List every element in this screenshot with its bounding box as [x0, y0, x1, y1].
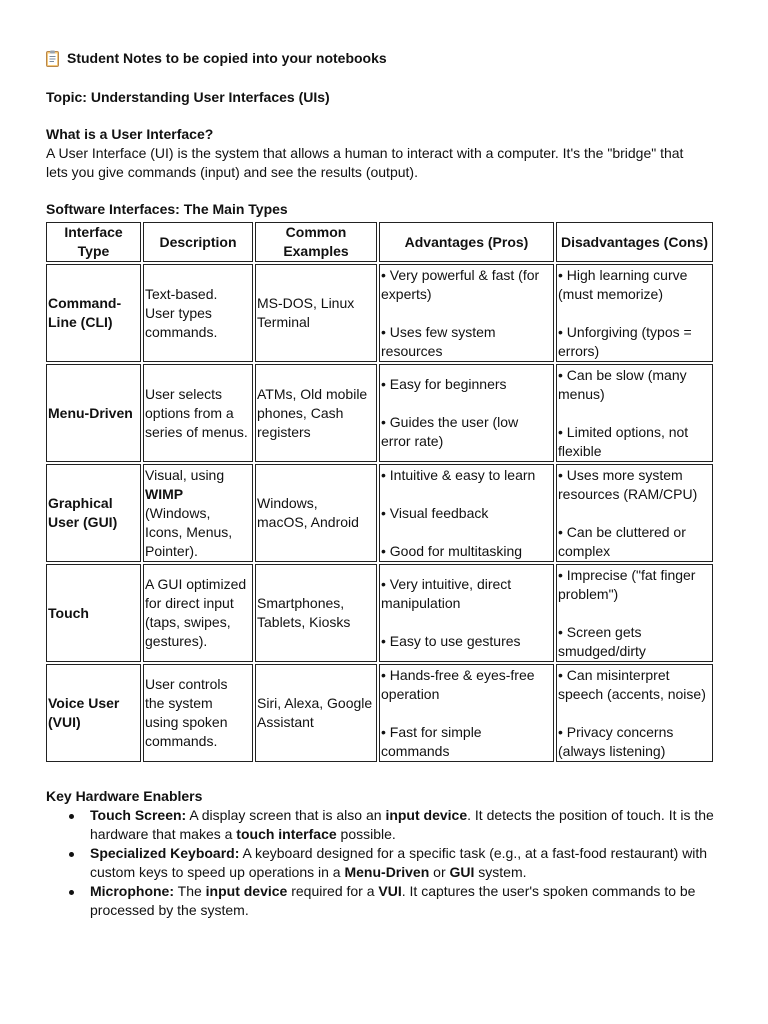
pros-line: resources — [381, 342, 443, 359]
item-text: or — [429, 864, 450, 880]
ui-definition-line-2: lets you give commands (input) and see the results (output). — [46, 164, 418, 180]
item-bold-term: GUI — [449, 864, 475, 880]
pros-cell — [379, 664, 554, 762]
pros-cell — [379, 264, 554, 362]
table-row-cli — [46, 264, 713, 362]
item-bold-term: Menu-Driven — [344, 864, 430, 880]
item-label: Microphone: — [90, 883, 174, 899]
pros-line: operation — [381, 685, 440, 702]
pros-line: experts) — [381, 285, 432, 302]
desc-line: Text-based. — [145, 285, 218, 302]
cons-line: • Can misinterpret — [558, 666, 670, 683]
desc-bold-term: WIMP — [145, 485, 184, 502]
examples-line: MS-DOS, Linux — [257, 295, 355, 311]
type-cell — [46, 264, 141, 362]
cons-line: • High learning curve — [558, 266, 688, 283]
type-line: User (GUI) — [48, 514, 118, 530]
type-line: Menu-Driven — [48, 404, 133, 421]
pros-line: manipulation — [381, 595, 461, 611]
pros-line: • Very powerful & fast (for — [381, 266, 540, 283]
item-text: The — [174, 883, 206, 899]
notes-page — [46, 48, 724, 918]
table-row-gui — [46, 464, 713, 562]
examples-line: Windows, — [257, 495, 318, 511]
examples-line: Siri, Alexa, Google — [257, 695, 373, 711]
item-text: possible. — [336, 826, 396, 842]
desc-line: options from a — [145, 404, 234, 421]
cons-line: • Screen gets — [558, 623, 642, 640]
cons-line: • Can be slow (many — [558, 366, 687, 383]
desc-line: Icons, Menus, — [145, 523, 233, 540]
item-text: required for a — [287, 883, 379, 899]
cons-line: (must memorize) — [558, 285, 664, 302]
pros-line: • Very intuitive, direct — [381, 576, 512, 592]
examples-cell — [255, 464, 377, 562]
item-text: . It captures the user's spoken commands to be processed by the system. — [90, 883, 696, 918]
cons-line: menus) — [558, 385, 605, 402]
pros-line: • Hands-free & eyes-free — [381, 666, 535, 683]
pros-line: • Good for multitasking — [381, 542, 523, 559]
header-type-line-1: Interface — [64, 224, 123, 240]
type-line: Graphical — [48, 495, 113, 511]
description-cell — [143, 364, 253, 462]
cons-line: • Unforgiving (typos = — [558, 323, 692, 340]
cons-line: smudged/dirty — [558, 642, 646, 659]
desc-line: series of menus. — [145, 423, 248, 440]
pros-cell — [379, 564, 554, 662]
header-common-examples — [255, 222, 377, 262]
type-cell — [46, 464, 141, 562]
cons-cell — [556, 664, 713, 762]
table-header-row — [46, 222, 713, 262]
examples-line: Tablets, Kiosks — [257, 614, 351, 630]
desc-line: User types — [145, 304, 212, 321]
pros-line: error rate) — [381, 433, 444, 449]
list-item — [90, 882, 724, 920]
cons-line: • Uses more system — [558, 466, 683, 483]
pros-line: • Fast for simple — [381, 723, 482, 740]
examples-line: Smartphones, — [257, 595, 345, 611]
pros-line: • Uses few system — [381, 323, 496, 340]
examples-line: ATMs, Old mobile — [257, 385, 368, 402]
examples-cell — [255, 364, 377, 462]
type-cell — [46, 564, 141, 662]
item-bold-term: input device — [205, 883, 288, 899]
desc-line: A GUI optimized — [145, 576, 247, 592]
cons-line: errors) — [558, 342, 600, 359]
hardware-heading: Key Hardware Enablers — [46, 788, 203, 804]
pros-line: • Easy to use gestures — [381, 633, 521, 649]
pros-line: • Intuitive & easy to learn — [381, 466, 536, 483]
desc-line: using spoken — [145, 714, 228, 730]
header-examples-line-1: Common — [285, 224, 347, 240]
description-cell — [143, 264, 253, 362]
examples-line: macOS, Android — [257, 514, 359, 530]
desc-line: User controls — [145, 676, 228, 692]
description-cell — [143, 664, 253, 762]
examples-line: Terminal — [257, 314, 310, 330]
examples-line: phones, Cash — [257, 404, 344, 421]
cons-cell — [556, 264, 713, 362]
cons-line: • Imprecise ("fat finger — [558, 566, 696, 583]
desc-line: (Windows, — [145, 504, 211, 521]
item-bold-term: input device — [385, 807, 468, 823]
clipboard-icon — [46, 50, 59, 67]
examples-cell — [255, 264, 377, 362]
desc-line: commands. — [145, 323, 218, 340]
type-line: Line (CLI) — [48, 314, 113, 330]
examples-line: Assistant — [257, 714, 314, 730]
cons-line: • Privacy concerns — [558, 723, 674, 740]
header-disadvantages: Disadvantages (Cons) — [556, 222, 713, 262]
interface-types-table — [44, 220, 715, 764]
list-item — [90, 806, 724, 844]
pros-line: commands — [381, 742, 450, 759]
header-type-line-2: Type — [77, 243, 110, 259]
desc-line: User selects — [145, 385, 223, 402]
item-bold-term: touch interface — [236, 826, 337, 842]
table-row-vui — [46, 664, 713, 762]
list-item — [90, 844, 724, 882]
notes-header — [46, 48, 724, 68]
type-line: Touch — [48, 604, 89, 621]
desc-line: Visual, using — [145, 466, 225, 483]
header-description: Description — [143, 222, 253, 262]
pros-cell — [379, 364, 554, 462]
cons-line: (always listening) — [558, 742, 666, 759]
hardware-section — [46, 786, 724, 920]
type-line: (VUI) — [48, 714, 81, 730]
type-line: Command- — [48, 295, 122, 311]
item-label: Touch Screen: — [90, 807, 187, 823]
header-interface-type — [46, 222, 141, 262]
cons-cell — [556, 464, 713, 562]
ui-question-heading: What is a User Interface? — [46, 126, 214, 142]
item-text: A display screen that is also an — [186, 807, 386, 823]
cons-line: flexible — [558, 442, 602, 459]
item-label: Specialized Keyboard: — [90, 845, 240, 861]
cons-line: problem") — [558, 585, 619, 602]
cons-line: complex — [558, 542, 611, 559]
topic-heading: Topic: Understanding User Interfaces (UIs) — [46, 89, 330, 105]
cons-cell — [556, 564, 713, 662]
header-advantages: Advantages (Pros) — [379, 222, 554, 262]
ui-definition-line-1: A User Interface (UI) is the system that allows a human to interact with a computer. It's the "bridge" that — [46, 145, 684, 161]
cons-line: • Limited options, not — [558, 423, 689, 440]
examples-line: registers — [257, 423, 311, 440]
types-heading: Software Interfaces: The Main Types — [46, 201, 288, 217]
pros-line: • Guides the user (low — [381, 414, 519, 430]
item-text: A keyboard designed for a specific task (e.g., at a fast-food restaurant) with custom keys to speed up operations in a — [90, 845, 708, 880]
desc-line: the system — [145, 695, 213, 711]
description-cell — [143, 464, 253, 562]
examples-cell — [255, 564, 377, 662]
cons-line: • Can be cluttered or — [558, 523, 686, 540]
item-bold-term: VUI — [378, 883, 402, 899]
examples-cell — [255, 664, 377, 762]
cons-cell — [556, 364, 713, 462]
type-cell — [46, 664, 141, 762]
hardware-list — [46, 806, 724, 920]
desc-line: Pointer). — [145, 542, 198, 559]
pros-line: • Visual feedback — [381, 504, 489, 521]
table-row-menu-driven — [46, 364, 713, 462]
desc-line: (taps, swipes, — [145, 614, 231, 630]
desc-line: for direct input — [145, 595, 234, 611]
cons-line: speech (accents, noise) — [558, 685, 706, 702]
table-row-touch — [46, 564, 713, 662]
desc-line: gestures). — [145, 633, 208, 649]
desc-line: commands. — [145, 733, 218, 749]
type-line: Voice User — [48, 695, 120, 711]
pros-line: • Easy for beginners — [381, 376, 507, 392]
item-text: system. — [474, 864, 527, 880]
description-cell — [143, 564, 253, 662]
header-examples-line-2: Examples — [283, 243, 349, 259]
cons-line: resources (RAM/CPU) — [558, 485, 698, 502]
item-text: . It detects the position of touch. It is the hardware that makes a — [90, 807, 714, 842]
type-cell — [46, 364, 141, 462]
pros-cell — [379, 464, 554, 562]
notes-title: Student Notes to be copied into your notebooks — [67, 50, 387, 66]
